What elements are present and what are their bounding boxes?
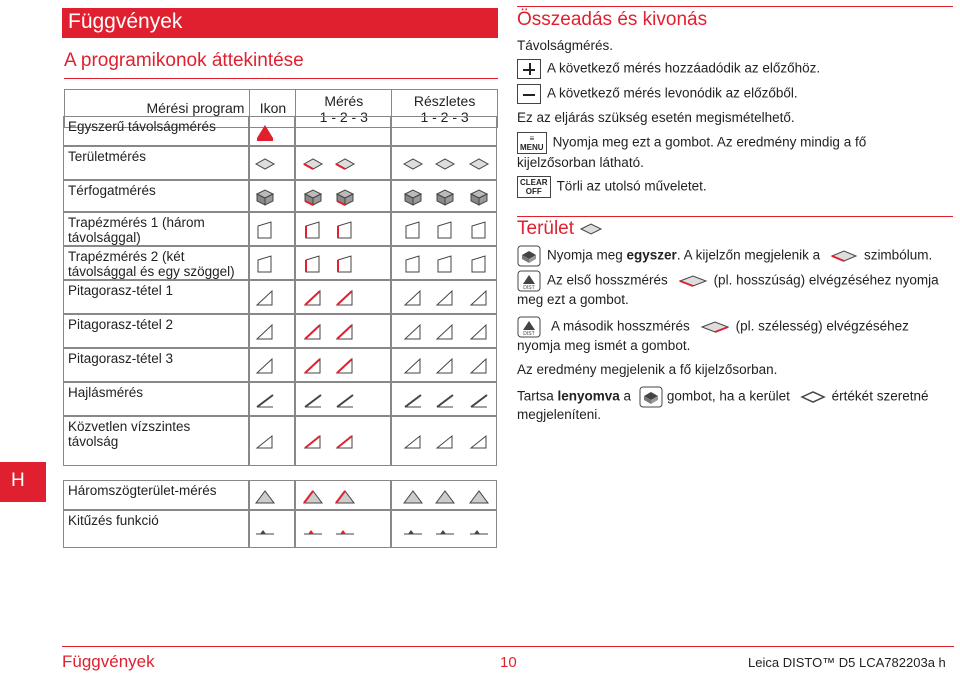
table-row	[64, 247, 498, 281]
rhomb-icon	[334, 154, 356, 174]
tri-icon	[468, 288, 490, 308]
section-title: Függvények	[68, 10, 183, 33]
table-row	[64, 181, 498, 213]
tilt-icon	[302, 390, 324, 410]
divider	[517, 6, 953, 7]
page-number: 10	[500, 654, 517, 671]
text-line: Távolságmérés.	[517, 38, 614, 53]
trap-icon	[302, 254, 324, 274]
program-name: Hajlásmérés	[68, 385, 144, 400]
plus-key-icon	[517, 59, 541, 79]
tri-icon	[302, 356, 324, 376]
width-symbol-icon	[700, 320, 730, 334]
trap-icon	[434, 254, 456, 274]
program-name-cell	[63, 116, 249, 146]
menu-row	[517, 132, 866, 154]
trap-icon	[254, 254, 276, 274]
horiz-icon	[434, 432, 456, 452]
trip-icon	[254, 486, 276, 506]
trip-icon	[468, 486, 490, 506]
tilt-icon	[254, 390, 276, 410]
table-row	[64, 481, 498, 511]
table-row	[64, 417, 498, 467]
table-row	[64, 213, 498, 247]
program-name: Pitagorasz-tétel 3	[68, 351, 174, 366]
trap-icon	[302, 220, 324, 240]
stake-icon	[334, 520, 356, 540]
tilt-icon	[468, 390, 490, 410]
clear-key-icon: CLEAR OFF	[517, 176, 551, 198]
text-line: meg ezt a gombot.	[517, 292, 629, 307]
add-row	[517, 59, 820, 79]
program-name-cell	[63, 280, 249, 314]
function-key-icon	[517, 245, 541, 267]
program-name-cell	[63, 314, 249, 348]
function-key-icon	[639, 386, 663, 408]
sub-row	[517, 84, 798, 104]
cube-icon	[334, 187, 356, 207]
minus-key-icon	[517, 84, 541, 104]
trap-icon	[402, 220, 424, 240]
page-subtitle: A programikonok áttekintése	[64, 50, 304, 71]
tri-icon	[254, 288, 276, 308]
text-line: nyomja meg ismét a gombot.	[517, 338, 691, 353]
stake-icon	[254, 520, 276, 540]
stake-icon	[468, 520, 490, 540]
trap-icon	[402, 254, 424, 274]
dist-key-icon	[517, 316, 541, 338]
program-name: Területmérés	[68, 149, 147, 164]
footer-product: Leica DISTO™ D5 LCA782203a h	[748, 655, 946, 670]
tri-icon	[402, 322, 424, 342]
program-name: Trapézmérés 1 (három távolsággal)	[68, 215, 205, 245]
area-row-7: Tartsa lenyomva a gombot, ha a kerület értékét szeretné	[517, 386, 928, 408]
tri-icon	[434, 322, 456, 342]
program-name-cell	[63, 480, 249, 510]
horiz-icon	[468, 432, 490, 452]
trip-icon	[402, 486, 424, 506]
rhomb-icon	[402, 154, 424, 174]
text-line: A következő mérés levonódik az előzőből.	[547, 85, 798, 101]
horiz-icon	[334, 432, 356, 452]
footer-section: Függvények	[62, 652, 155, 671]
trap-icon	[334, 254, 356, 274]
footer-divider	[62, 646, 954, 647]
program-name-cell	[63, 416, 249, 466]
program-name: Háromszögterület-mérés	[68, 483, 217, 498]
text-line: Nyomja meg ezt a gombot. Az eredmény mindig a fő	[552, 134, 867, 150]
horiz-icon	[254, 432, 276, 452]
text-line: Ez az eljárás szükség esetén megismételhető.	[517, 110, 795, 125]
program-name-cell	[63, 348, 249, 382]
tri-icon	[302, 322, 324, 342]
trap-icon	[468, 220, 490, 240]
area-title-row	[517, 218, 603, 240]
program-name-cell	[63, 146, 249, 180]
tri-icon	[334, 356, 356, 376]
area-row-4: DIST A második hosszmérés (pl. szélesség) elvégzéséhez	[517, 316, 909, 338]
text-line: kijelzősorban látható.	[517, 155, 644, 170]
table-row	[64, 315, 498, 349]
rhomb-icon	[468, 154, 490, 174]
program-name: Egyszerű távolságmérés	[68, 119, 216, 134]
tri-icon	[434, 288, 456, 308]
area-row-2: DIST Az első hosszmérés (pl. hosszúság) elvégzéséhez nyomja	[517, 270, 939, 292]
program-name: Közvetlen vízszintes távolság	[68, 419, 191, 449]
tri-icon	[468, 322, 490, 342]
length-symbol-icon	[678, 274, 708, 288]
add-sub-title: Összeadás és kivonás	[517, 9, 708, 30]
program-name: Pitagorasz-tétel 2	[68, 317, 174, 332]
program-name-cell	[63, 212, 249, 246]
tilt-icon	[334, 390, 356, 410]
table-row	[64, 117, 498, 147]
svg-text:DIST: DIST	[523, 285, 535, 291]
col-icon-header: Ikon	[250, 90, 296, 128]
program-name-cell	[63, 246, 249, 280]
text-line: Törli az utolsó műveletet.	[556, 178, 707, 194]
col-detail-header: Részletes 1 - 2 - 3	[392, 90, 498, 128]
text-line: A következő mérés hozzáadódik az előzőhöz.	[547, 60, 821, 76]
tilt-icon	[434, 390, 456, 410]
clear-row	[517, 176, 707, 198]
rhomb-icon	[302, 154, 324, 174]
tri-icon	[402, 356, 424, 376]
stake-icon	[402, 520, 424, 540]
area-title: Terület	[517, 218, 575, 239]
svg-text:DIST: DIST	[523, 331, 535, 337]
perimeter-symbol-icon	[800, 390, 826, 404]
side-tab: H	[0, 462, 46, 502]
tri-icon	[334, 288, 356, 308]
icon-cell	[295, 116, 391, 146]
rhomb-icon	[434, 154, 456, 174]
dist-key-icon	[517, 270, 541, 292]
trap-icon	[468, 254, 490, 274]
text-line: Az eredmény megjelenik a fő kijelzősorban.	[517, 362, 778, 377]
cube-icon	[402, 187, 424, 207]
table-row	[64, 383, 498, 417]
divider	[64, 78, 498, 79]
trip-icon	[434, 486, 456, 506]
horiz-icon	[302, 432, 324, 452]
cube-icon	[254, 187, 276, 207]
program-name-cell	[63, 510, 249, 548]
program-name-cell	[63, 180, 249, 212]
table-row	[64, 147, 498, 181]
trap-icon	[254, 220, 276, 240]
col-measure-header: Mérés 1 - 2 - 3	[296, 90, 392, 128]
col-program-header: Mérési program	[65, 90, 250, 128]
stake-icon	[434, 520, 456, 540]
tri-icon	[302, 288, 324, 308]
text-line: megjeleníteni.	[517, 407, 602, 422]
cube-icon	[468, 187, 490, 207]
menu-key-icon: ≡ MENU	[517, 132, 547, 154]
program-name-cell	[63, 382, 249, 416]
area-row-1: Nyomja meg egyszer. A kijelzőn megjelenik a szimbólum.	[517, 245, 932, 267]
cube-icon	[302, 187, 324, 207]
tri-icon	[254, 322, 276, 342]
trip-icon	[302, 486, 324, 506]
trip-icon	[334, 486, 356, 506]
stake-icon	[302, 520, 324, 540]
tilt-icon	[402, 390, 424, 410]
rhomb-icon	[254, 154, 276, 174]
table-row	[64, 511, 498, 549]
tri-icon	[402, 288, 424, 308]
dist-icon	[254, 122, 276, 142]
table-row	[64, 349, 498, 383]
tri-icon	[468, 356, 490, 376]
program-name: Kitűzés funkció	[68, 513, 159, 528]
icon-cell	[391, 116, 497, 146]
program-name: Térfogatmérés	[68, 183, 156, 198]
header-bar	[62, 8, 498, 38]
horiz-icon	[402, 432, 424, 452]
trap-icon	[334, 220, 356, 240]
table-row	[64, 281, 498, 315]
cube-icon	[434, 187, 456, 207]
tri-icon	[434, 356, 456, 376]
program-name: Pitagorasz-tétel 1	[68, 283, 174, 298]
tri-icon	[334, 322, 356, 342]
tri-icon	[254, 356, 276, 376]
divider	[517, 216, 953, 217]
program-name: Trapézmérés 2 (két távolsággal és egy szöggel)	[68, 249, 235, 279]
trap-icon	[434, 220, 456, 240]
area-symbol-icon	[830, 249, 858, 263]
area-symbol-icon	[579, 222, 603, 236]
